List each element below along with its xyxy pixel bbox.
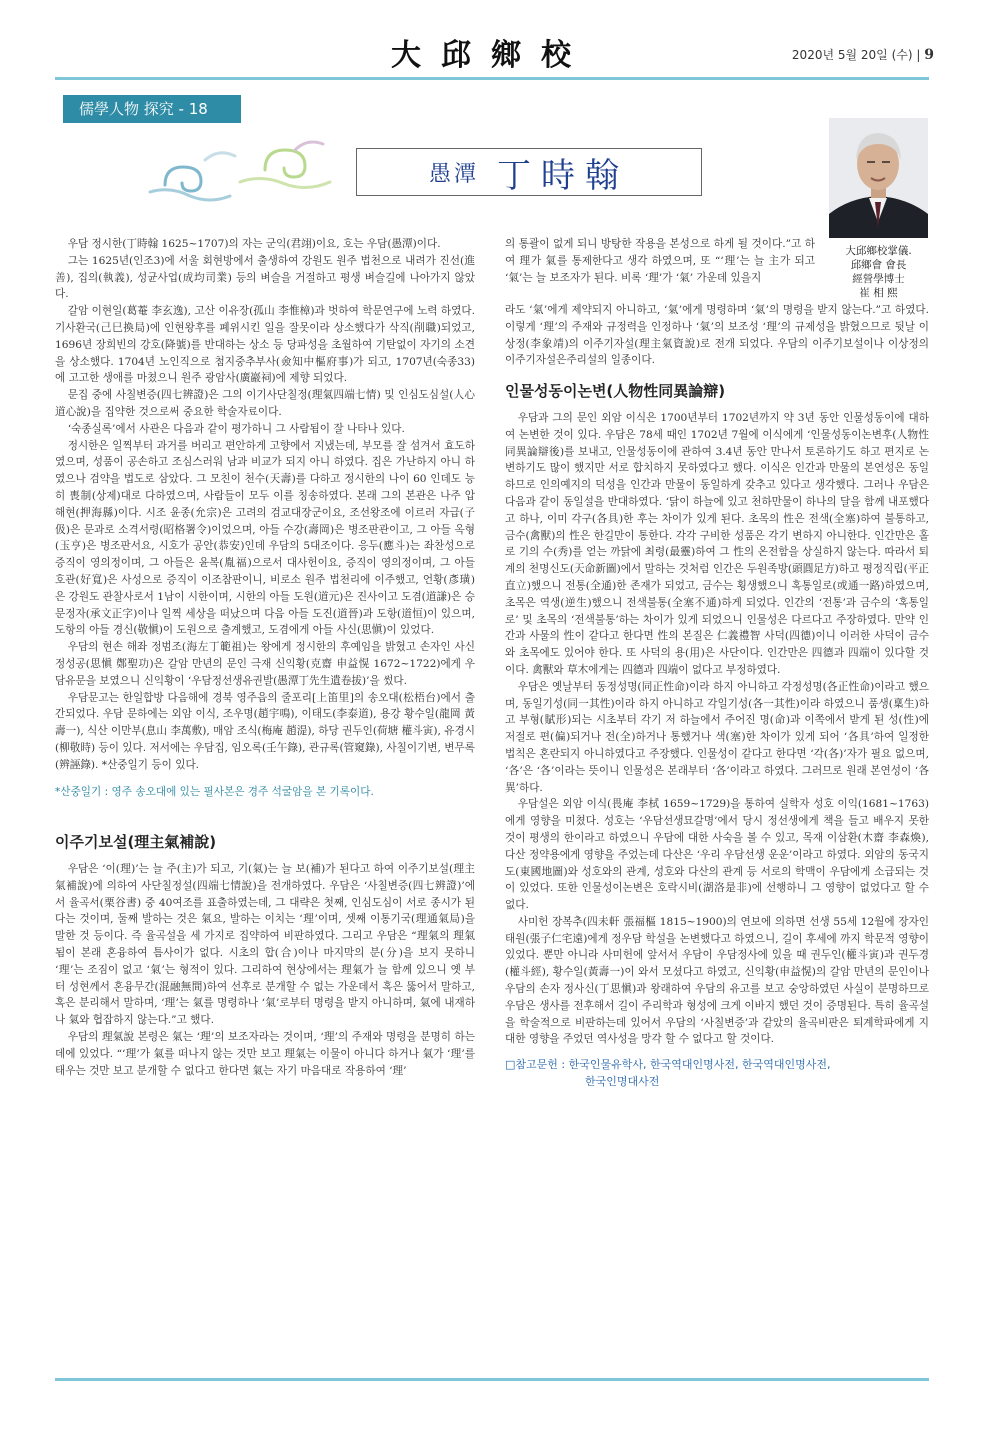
paragraph: 우담과 그의 문인 외암 이식은 1700년부터 1702년까지 약 3년 동안 인물성동이에 대하여 논변한 것이 있다. 우담은 78세 때인 1702년 7월에 이식에게 ‘인물성동이논변후(人物性同異論辯後)를 보내고, 인물성동이에 관하여 3.4년 동안 만나서 토론하기도 하고 편지로 논변하기도 많이 했지만 서로 합치하지 못하였다고 했다. 이식은 인간과 만물의 본연성은 동일하므로 인의예지의 덕성을 인간과 만물이 동일하게 갖추고 있다고 생각했다. 그러나 우담은 다음과 같이 동일설을 반대하였다. ‘닭이 하늘에 있고 천하만물이 하나의 달을 함께 내포했다고 하나, 이미 각구(各具)한 후는 차이가 있게 된다. 초목의 性은 전색(全塞)하여 불통하고, 금수(禽獸)의 性은 한길만이 통한다. 각각 구비한 성품은 각기 변하지 아니한다. 인간만은 홀로 기의 수(秀)를 얻는 까닭에 최령(最靈)하여 그 性의 온전함을 상실하지 않는다. 따라서 퇴계의 천명신도(天命新圖)에서 말하는 것처럼 인간은 두원족방(頭圓足方)하고 평정직립(平正直立)했으니 전통(全通)한 존재가 되었고, 금수는 횡생했으니 혹통일로(或通一路)하였으며, 초목은 역생(逆生)했으니 전색불통(全塞不通)하게 되었다. 인간의 ‘전통’과 금수의 ‘혹통일로’ 및 초목의 ‘전색불통’하는 차이가 있게 되었으니 인물성은 다르다고 주장하였다. 만약 인간과 사물의 性이 같다고 한다면 性의 본질은 仁義禮智 사덕(四德)이니 이러한 사덕이 금수와 초목에도 있어야 한다. 또 사덕의 용(用)은 사단이다. 인간만은 四德과 四端이 있다할 것이다. 禽獸와 草木에게는 四德과 四端이 없다고 부정하였다. [505,411,929,676]
paragraph: 정시한은 일찍부터 과거를 버리고 편안하게 고향에서 지냈는데, 부모를 잘 섬겨서 효도하였으며, 성품이 공손하고 조심스러워 남과 비교가 되지 아니 하였다. 집은 가난하지 아니 하였으나 검약을 법도로 삼았다. 그 모친이 천수(天壽)를 다하고 정시한의 나이 60 인데도 능히 喪制(상제)대로 다하였으며, 사람들이 모두 이를 칭송하였다. 본래 그의 본관은 나주 압해현(押海縣)이다. 시조 윤종(允宗)은 고려의 검교대장군이요, 조선왕조에 이르러 자급(子伋)은 문과로 소격서령(昭格署令)이었으며, 아들 수강(壽岡)은 병조판관이고, 그 아들 옥형(玉亨)은 병조판서요, 시호가 공안(恭安)인데 우담의 5대조이다. 응두(應斗)는 좌찬성으로 증직이 영의정이며, 그 아들은 윤복(胤福)으로서 대사헌이요, 증직이 영의정이며, 그 아들 호관(好寬)은 사성으로 증직이 이조참판이니, 비로소 원주 법천리에 이주했고, 언황(彥璜)은 강원도 관찰사로서 1남이 시한이며, 시한의 아들 도원(道元)은 진사이고 도겸(道謙)은 승문정자(承文正字)이나 일찍 세상을 떠났으며 다음 아들 도진(道晉)과 도항(道恒)이 있으며, 도항의 아들 경신(敬愼)이 도원으로 출계했고, 도겸에게 아들 사신(思愼)이 있었다. [55,439,475,637]
title-person-name: 丁時翰 [497,155,629,196]
author-title-2: 邱鄉會 會長 [850,259,907,271]
references-label: □참고문헌 : [505,1058,569,1072]
top-rule [55,77,929,80]
paragraph: 우담문고는 한일합방 다음해에 경북 영주읍의 줄포리[上笛里]의 송오대(松梧台)에서 출간되었다. 우담 문하에는 외암 이식, 조우명(趙宇鳴), 이태도(李泰道), 용강 황수일(龍岡 黃壽一), 식산 이만부(息山 李萬敷), 매암 조식(梅庵 趙湜), 하당 권두인(荷塘 權斗寅), 유경시(柳敬時) 등이 있다. 저서에는 우담집, 임오록(壬午錄), 관규록(管窺錄), 사칠이기변, 변무록(辨誣錄). *산중일기 등이 있다. [55,691,475,771]
paragraph: 우담설은 외암 이식(畏庵 李栻 1659~1729)을 통하여 실학자 성호 이익(1681~1763)에게 영향을 미쳤다. 성호는 ‘우담선생묘갈명’에서 당시 정선생에게 책을 들고 배우지 못한 것이 평생의 한이라고 하였으니 우담에 대한 사숙을 볼 수 있고, 목재 이삼환(木齋 李森煥), 다산 정약용에게 영향을 주었는데 다산은 ‘우리 우담선생 운운’이라고 하였다. 외암의 동국지도(東國地圖)와 성호와의 관계, 성호와 다산의 관계 등 서로의 학맥이 우담에게 소급되는 것이 있었다. 또한 인물성이논변은 호락시비(湖洛是非)에 선행하니 그 영향이 없었다고 할 수 없다. [505,798,929,912]
title-pen-name: 愚潭 [428,161,479,187]
paragraph: 우담은 ‘이(理)’는 늘 주(主)가 되고, 기(氣)는 늘 보(補)가 된다고 하여 이주기보설(理主氣補說)에 의하여 사단칠정설(四端七情說)을 전개하였다. 우담은 ‘사칠변증(四七辨證)’에서 율곡서(栗谷書) 중 40여조를 표출하였는데, 그 대략은 첫째, 인심도심이 서로 종시가 된다는 것이며, 둘째 발하는 것은 氣요, 발하는 이치는 ‘理’이며, 셋째 이통기국(理通氣局)을 말한 것 등이다. 즉 율곡설을 세 가지로 집약하여 비판하였다. 그리고 우담은 “理氣의 理氣됨이 본래 혼융하여 틈사이가 없다. 시초의 합(合)이나 마지막의 분(分)을 보지 못하니 ‘理’는 조짐이 없고 ‘氣’는 형적이 있다. 그리하여 현상에서는 理氣가 늘 함께 있으니 옛 부터 성현께서 혼융무간(混融無間)하여 선후로 분개할 수 없는 가운데서 혹은 뚫어서 말하고, 혹은 분리해서 말하며, ‘理’는 氣를 명령하나 ‘氣’로부터 명령을 받지 아니하며, 氣에 내재하나 氣와 협잡하지 않는다.”고 했다. [55,863,475,1027]
newspaper-masthead: 大邱鄉校 [391,38,591,73]
paragraph: 그는 1625년(인조3)에 서울 회현방에서 출생하여 강원도 원주 법천으로 내려가 진선(進善), 집의(執義), 성균사업(成均司業) 등의 벼슬을 거절하고 평생 벼슬길에 나아가지 않았다. [55,254,475,301]
section-heading: 이주기보설(理主氣補說) [55,833,217,852]
paragraph: 사미헌 장복추(四未軒 張福樞 1815~1900)의 연보에 의하면 선생 55세 12월에 장자인태원(張子仁宅遠)에게 정우담 학설을 논변했다고 하였으니, 길이 후세에 까지 학문적 영향이 있었다. 뿐만 아니라 사미헌에 앞서서 우담이 우담정사에 있을 때 권두인(權斗寅)과 권두경(權斗經), 황수일(黃壽一)이 와서 모셨다고 하였고, 신익황(申益愰)의 갈암 만년의 문인이나 우담의 손자 정사신(丁思愼)과 왕래하여 우담의 유고를 보고 숭앙하였던 사실이 분명하므로 우담은 생사를 전후해서 길이 주리학과 형성에 크게 이바지 했던 것이 증명된다. 특히 율곡설을 학술적으로 비판하는데 있어서 우담의 ‘사칠변증’과 같았의 율곡비판은 퇴계학파에게 지대한 영향을 주었던 역사성을 망각 할 수 없다고 할 것이다. [505,915,929,1046]
author-caption [829,244,928,300]
author-name: 崔 相 熙 [859,287,898,299]
bottom-rule [55,1378,929,1381]
references-list-1: 한국인물유학사, 한국역대인명사전, 한국역대인명사전, [568,1058,831,1072]
issue-separator: | [916,48,921,62]
references [505,1056,929,1090]
right-column [505,302,929,1090]
paragraph: 우담은 옛날부터 동정성명(同正性命)이라 하지 아니하고 각정성명(各正性命)이라고 했으며, 동일기성(同一其性)이라 하지 아니하고 각일기성(各一其性)이라 하였으니 품생(稟生)하고 부형(賦形)되는 시초부터 각기 저 하늘에서 주어진 명(命)과 이쪽에서 받게 된 성(性)에 저절로 편(偏)되거나 전(全)하거나 통했거나 색(塞)한 차이가 있게 되어 ‘各具’하여 일정한 법칙은 혼란되지 아니하였다고 주장했다. 인물성이 같다고 한다면 ‘각(各)’자가 필요 없으며, ‘各’은 ‘各’이라는 뜻이니 인물성은 본래부터 ‘各’이라고 하였다. 그러므로 원래 본연성이 ‘各異’하다. [505,680,930,794]
paragraph: 우담의 현손 해좌 정범조(海左丁範祖)는 왕에게 정시한의 후예임을 밝혔고 손자인 사신 정성공(思愼 鄭聖功)은 갈암 만년의 문인 극재 신익황(克齋 申益愰 1672~1722)에게 우담유문을 보였으니 신익황이 ‘우담정선생유권발(愚潭丁先生遺卷拔)’을 썼다. [55,641,475,687]
issue-date: 2020년 5월 20일 (수) [791,48,913,62]
paragraph: ‘숙종실록’에서 사관은 다음과 같이 평가하니 그 사람됨이 잘 나타나 있다. [67,422,405,435]
author-title-3: 經營學博士 [852,273,905,285]
paragraph: 우담 정시한(丁時翰 1625~1707)의 자는 군익(君翊)이요, 호는 우담(愚潭)이다. [67,238,441,250]
right-column-top [505,236,815,286]
paragraph: 갈암 이현일(葛菴 李玄逸), 고산 이유장(孤山 李惟樟)과 벗하여 학문연구에 노력 하였다. 기사환국(己巳換局)에 인현왕후를 폐위시킨 일을 잘못이라 상소했다가 삭직(削職)되었고, 1696년 장희빈의 강호(降號)를 반대하는 상소 등 당파성을 초월하여 기탄없이 자기의 소견을 상소했다. 1704년 노인직으로 첨지중추부사(僉知中樞府事)가 되고, 1707년(숙종33)에 고고한 생애를 마쳤으니 원주 광암사(廣巖祠)에 제향 되었다. [55,305,475,385]
paragraph: 우담의 理氣說 본령은 氣는 ‘理’의 보조자라는 것이며, ‘理’의 주재와 명령을 분명히 하는 데에 있었다. “‘理’가 氣를 떠나지 않는 것만 보고 理氣는 이물이 아니다 하거나 氣가 ‘理’를 태우는 것만 보고 분개할 수 없다고 한다면 氣는 자기 마음대로 작용하여 ‘理’ [55,1031,475,1077]
footnote: *산중일기 : 영주 송오대에 있는 필사본은 경주 석굴암을 본 기록이다. [55,785,374,798]
issue-info [792,46,934,63]
author-photo [829,118,928,238]
author-title-1: 大邱鄉校掌儀. [845,245,912,257]
page-number: 9 [924,47,934,63]
article-title [356,148,702,196]
paragraph: 라도 ‘氣’에게 제약되지 아니하고, ‘氣’에게 명령하며 ‘氣’의 명령을 받지 않는다.”고 하였다. 이렇게 ‘理’의 주재와 규정력을 인정하나 ‘氣’의 보조성 ‘理’의 규제성을 밝혔으므로 뒷날 이상정(李象靖)의 이주기자설(理主氣資說)로 전개 되었다. 우담의 이주기보설이나 이상정의 이주기자설은주리설의 일종이다. [505,304,929,367]
cloud-ornament-icon [145,130,355,210]
paragraph-continued: 의 통괄이 없게 되니 방탕한 작용을 본성으로 하게 될 것이다.”고 하여 理가 氣를 통제한다고 생각 하였으며, 또 “‘理’는 늘 主가 되고 ‘氣’는 늘 보조자가 된다. 비록 ‘理’가 ‘氣’ 가운데 있을지 [505,238,815,284]
references-list-2: 한국인명대사전 [585,1075,660,1089]
section-heading: 인물성동이논변(人物性同異論辯) [505,382,726,401]
left-column [55,236,475,1079]
paragraph: 문집 중에 사칠변증(四七辨證)은 그의 이기사단칠정(理氣四端七情) 및 인심도심설(人心道心說)을 집약한 것으로써 중요한 학술자료이다. [55,389,475,418]
portrait-image [829,118,928,238]
series-tag: 儒學人物 探究 - 18 [63,95,241,123]
